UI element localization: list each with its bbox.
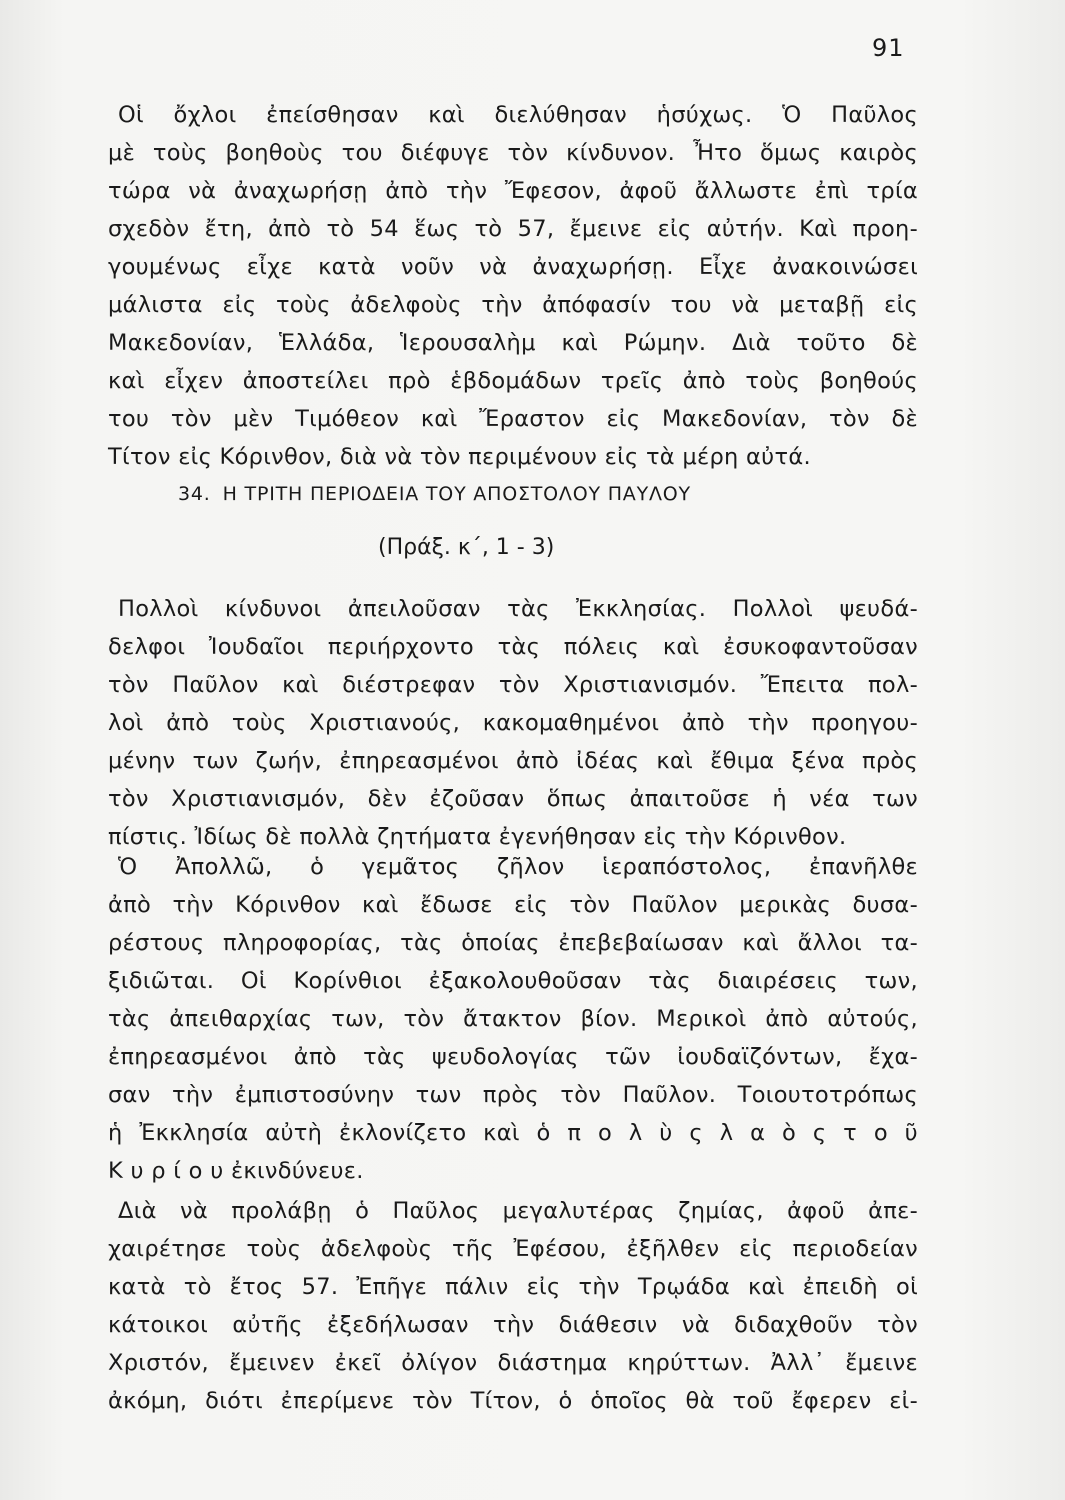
text-line: καὶ εἶχεν ἀποστείλει πρὸ ἑβδομάδων τρεῖς ἀπὸ τοὺς βοηθούς <box>108 368 918 394</box>
text-line: Οἱ ὄχλοι ἐπείσθησαν καὶ διελύθησαν ἡσύχως. Ὁ Παῦλος <box>118 102 918 128</box>
text-line: χαιρέτησε τοὺς ἀδελφοὺς τῆς Ἐφέσου, ἐξῆλθεν εἰς περιοδείαν <box>108 1236 918 1262</box>
text-line: κάτοικοι αὐτῆς ἐξεδήλωσαν τὴν διάθεσιν νὰ διδαχθοῦν τὸν <box>108 1312 918 1338</box>
section-number: 34. <box>178 483 211 505</box>
text-line: Τίτον εἰς Κόρινθον, διὰ νὰ τὸν περιμένουν εἰς τὰ μέρη αὐτά. <box>108 444 811 470</box>
text-line: Διὰ νὰ προλάβῃ ὁ Παῦλος μεγαλυτέρας ζημίας, ἀφοῦ ἀπε- <box>118 1198 918 1224</box>
text-line: δελφοι Ἰουδαῖοι περιήρχοντο τὰς πόλεις καὶ ἐσυκοφαντοῦσαν <box>108 634 918 660</box>
text-line: τώρα νὰ ἀναχωρήσῃ ἀπὸ τὴν Ἔφεσον, ἀφοῦ ἄλλωστε ἐπὶ τρία <box>108 178 918 204</box>
text-line: ξιδιῶται. Οἱ Κορίνθιοι ἐξακολουθοῦσαν τὰς διαιρέσεις των, <box>108 968 918 994</box>
text-line: λοὶ ἀπὸ τοὺς Χριστιανούς, κακομαθημένοι ἀπὸ τὴν προηγου- <box>108 710 918 736</box>
text-line: πίστις. Ἰδίως δὲ πολλὰ ζητήματα ἐγενήθησαν εἰς τὴν Κόρινθον. <box>108 824 847 850</box>
text-line: μάλιστα εἰς τοὺς ἀδελφοὺς τὴν ἀπόφασίν του νὰ μεταβῇ εἰς <box>108 292 918 318</box>
section-title: Η ΤΡΙΤΗ ΠΕΡΙΟΔΕΙΑ ΤΟΥ ΑΠΟΣΤΟΛΟΥ ΠΑΥΛΟΥ <box>222 483 691 505</box>
text-line: Πολλοὶ κίνδυνοι ἀπειλοῦσαν τὰς Ἐκκλησίας. Πολλοὶ ψευδά- <box>118 596 918 622</box>
text-line: μένην των ζωήν, ἐπηρεασμένοι ἀπὸ ἰδέας καὶ ἔθιμα ξένα πρὸς <box>108 748 918 774</box>
text-line: Κ υ ρ ί ο υ ἐκινδύνευε. <box>108 1158 364 1184</box>
text-line: Χριστόν, ἔμεινεν ἐκεῖ ὀλίγον διάστημα κηρύττων. Ἀλλ᾽ ἔμεινε <box>108 1350 918 1376</box>
text-line: τὸν Χριστιανισμόν, δὲν ἐζοῦσαν ὅπως ἀπαιτοῦσε ἡ νέα των <box>108 786 918 812</box>
text-line: σαν τὴν ἐμπιστοσύνην των πρὸς τὸν Παῦλον. Τοιουτοτρόπως <box>108 1082 918 1108</box>
text-line: του τὸν μὲν Τιμόθεον καὶ Ἔραστον εἰς Μακεδονίαν, τὸν δὲ <box>108 406 918 432</box>
section-heading <box>178 483 691 505</box>
text-line: ἐπηρεασμένοι ἀπὸ τὰς ψευδολογίας τῶν ἰουδαϊζόντων, ἔχα- <box>108 1044 918 1070</box>
text-line: τὸν Παῦλον καὶ διέστρεφαν τὸν Χριστιανισμόν. Ἔπειτα πολ- <box>108 672 918 698</box>
text-line: τὰς ἀπειθαρχίας των, τὸν ἄτακτον βίον. Μερικοὶ ἀπὸ αὐτούς, <box>108 1006 918 1032</box>
text-line: γουμένως εἶχε κατὰ νοῦν νὰ ἀναχωρήσῃ. Εἶχε ἀνακοινώσει <box>108 254 918 280</box>
scripture-reference: (Πράξ. κ΄, 1 - 3) <box>378 535 555 560</box>
text-line: Μακεδονίαν, Ἑλλάδα, Ἱερουσαλὴμ καὶ Ρώμην. Διὰ τοῦτο δὲ <box>108 330 918 356</box>
text-line: ἀπὸ τὴν Κόρινθον καὶ ἔδωσε εἰς τὸν Παῦλον μερικὰς δυσα- <box>108 892 918 918</box>
page-number: 91 <box>872 34 905 62</box>
text-line: μὲ τοὺς βοηθοὺς του διέφυγε τὸν κίνδυνον. Ἦτο ὅμως καιρὸς <box>108 140 918 166</box>
text-line: ἀκόμη, διότι ἐπερίμενε τὸν Τίτον, ὁ ὁποῖος θὰ τοῦ ἔφερεν εἰ- <box>108 1388 918 1414</box>
text-line: Ὁ Ἀπολλῶ, ὁ γεμᾶτος ζῆλον ἱεραπόστολος, ἐπανῆλθε <box>118 854 918 880</box>
text-line: σχεδὸν ἔτη, ἀπὸ τὸ 54 ἕως τὸ 57, ἔμεινε εἰς αὐτήν. Καὶ προη- <box>108 216 918 242</box>
text-line: ρέστους πληροφορίας, τὰς ὁποίας ἐπεβεβαίωσαν καὶ ἄλλοι τα- <box>108 930 918 956</box>
text-line: κατὰ τὸ ἔτος 57. Ἐπῆγε πάλιν εἰς τὴν Τρῳάδα καὶ ἐπειδὴ οἱ <box>108 1274 918 1300</box>
text-line: ἡ Ἐκκλησία αὐτὴ ἐκλονίζετο καὶ ὁ π ο λ ὺ ς λ α ὸ ς τ ο ῦ <box>108 1120 918 1146</box>
